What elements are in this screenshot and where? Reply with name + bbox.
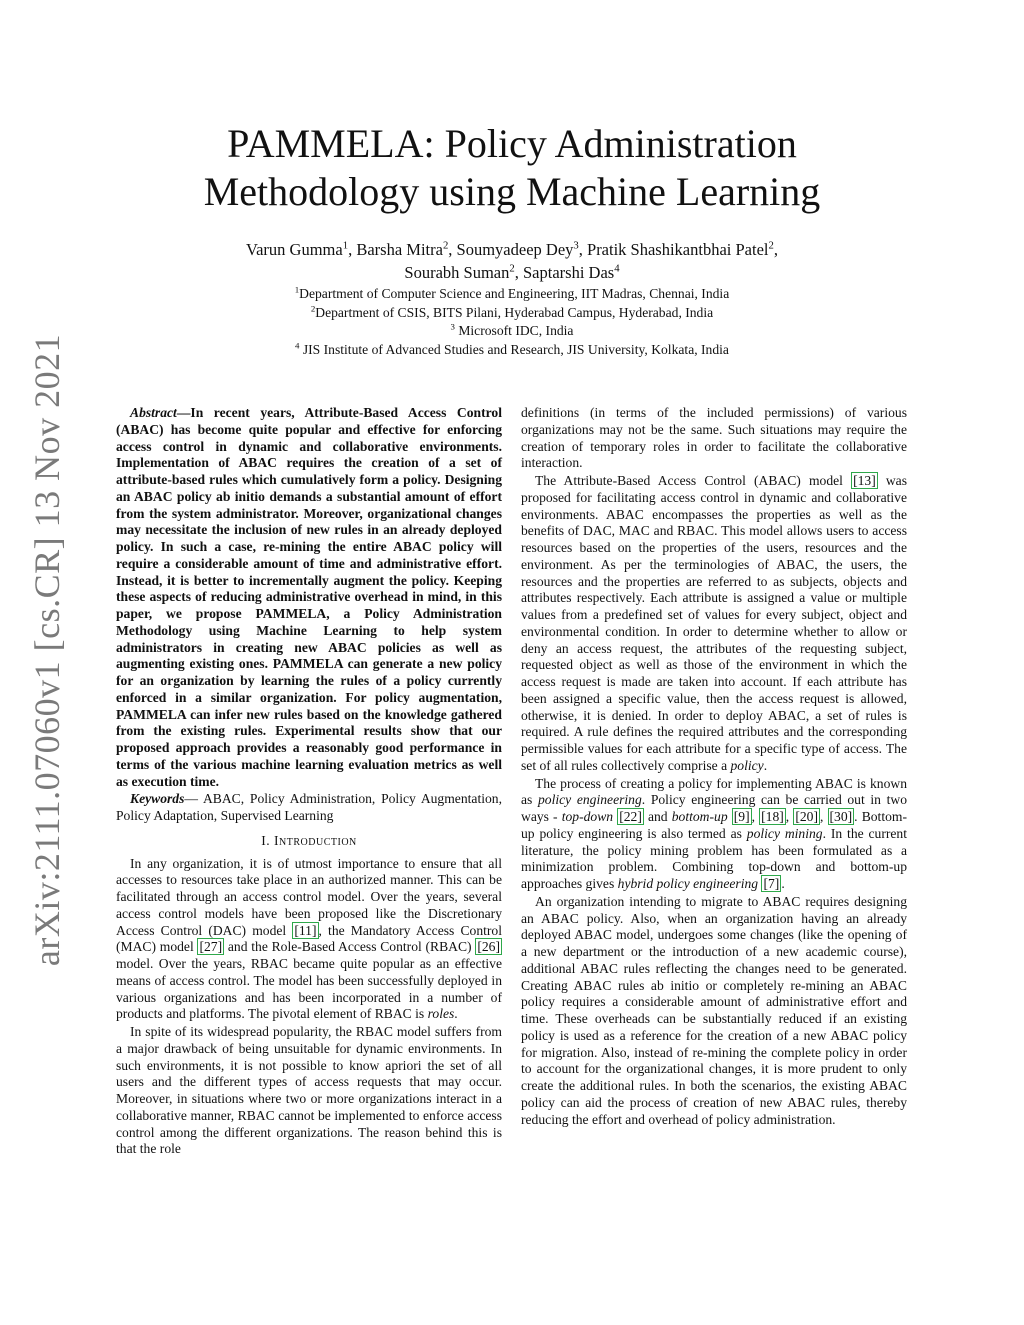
- keywords-text: — ABAC, Policy Administration, Policy Augmentation, Policy Adaptation, Supervised Learning: [116, 791, 502, 823]
- author: Sourabh Suman: [404, 263, 510, 282]
- abstract-label: Abstract: [130, 405, 177, 420]
- affiliation-2: $^2$Department of CSIS, BITS Pilani, Hyderabad Campus, Hyderabad, India: [310, 302, 714, 320]
- keywords: [116, 791, 502, 825]
- intro-paragraph-5: An organization intending to migrate to ABAC requires designing an ABAC policy. Also, when an organization having an already deployed ABAC model, undergoes some changes (like the opening of a new department or the introduction of a new academic course), additional ABAC rules reflecting the changes need to be generated. Creating ABAC rules ab initio or completely re-mining an ABAC policy requires a considerable amount of administrative effort and time. These overheads can be substantially reduced if an existing policy is used as a reference for the creation of a new ABAC policy for migration. Also, instead of re-mining the complete policy in order to account for the organizational changes, it is more prudent to only create the additional rules. In both the scenarios, the existing ABAC policy can aid the process of creation of new ABAC rules, thereby reducing the effort and overhead of policy administration.: [521, 893, 907, 1127]
- author: Varun Gumma: [246, 240, 343, 259]
- arxiv-watermark: [22, 333, 72, 966]
- intro-paragraph-2: In spite of its widespread popularity, the RBAC model suffers from a major drawback of being unsuitable for dynamic environments. In such environments, it is not possible to know apriori the set of all users and the different types of access requests that may occur. Moreover, in situations where two or more organizations interact in a collaborative manner, RBAC cannot be implemented to enforce access control among the different organizations. The reason behind this is that the role: [116, 1024, 502, 1157]
- citation-link[interactable]: [20]: [795, 809, 818, 824]
- citation-link[interactable]: [7]: [763, 876, 780, 891]
- citation-link[interactable]: [30]: [829, 809, 853, 824]
- intro-paragraph-3: The Attribute-Based Access Control (ABAC) model [13] was proposed for facilitating access control in dynamic and collaborative environments. ABAC encompasses the properties as well as the benefits of DAC, MAC and RBAC. This model allows users to access resources based on the properties of the users, resources and the environment. As per the terminologies of ABAC, the users, the resources and the properties are referred to as subjects, objects and attributes respectively. Each attribute is assigned a value or multiple values from a predefined set of values for every subject, object and environmental condition. In order to determine whether to allow or deny an access request, the attributes of the requesting subject, requested object as well as those of the environment in which the access request is made are taken into account. If each attribute has been assigned a specific value, then the access request is allowed, otherwise, it is denied. In order to deploy ABAC, a set of rules is required. A rule defines the required attributes and the corresponding permissible values for each attribute for a specific type of access. The set of all rules collectively comprise a policy.: [521, 473, 908, 773]
- keywords-label: Keywords: [130, 791, 185, 807]
- citation-link[interactable]: [22]: [619, 809, 642, 824]
- intro-paragraph-continued: definitions (in terms of the included permissions) of various organizations may not be the same. Such situations may require the creation of temporary roles in order to facilitate the collaborative interaction.: [521, 405, 907, 471]
- author-affil-mark: 2: [768, 239, 774, 252]
- author-affil-mark: 1: [342, 239, 349, 252]
- author-affil-mark: 3: [573, 239, 579, 252]
- author-list: Varun Gumma$^1$, Barsha Mitra$^2$, Soumyadeep Dey$^3$, Pratik Shashikantbhai Patel$^2$, Sourabh Suman$^2$, Saptarshi Das$^4$: [246, 239, 778, 282]
- author: , Saptarshi Das: [514, 263, 615, 282]
- left-column: [116, 405, 502, 1158]
- author: , Pratik Shashikantbhai Patel: [578, 240, 769, 259]
- author-affil-mark: 4: [614, 262, 620, 275]
- intro-paragraph-1: In any organization, it is of utmost importance to ensure that all accesses to resources take place in an authorized manner. This can be facilitated through an access control model. Over the years, several access control models have been proposed like the Discretionary Access Control (DAC) model [11] , the Mandatory Access Control (MAC) model [27] and the Role-Based Access Control (RBAC) [26] model. Over the years, RBAC became quite popular as an effective means of access control. The model has been successfully deployed in various organizations and has been incorporated in a number of products and platforms. The pivotal element of RBAC is roles.: [116, 855, 502, 1022]
- affiliation-list: [150, 285, 874, 359]
- citation-link[interactable]: [9]: [733, 809, 750, 824]
- author-affil-mark: 2: [442, 239, 449, 252]
- abstract-text: —In recent years, Attribute-Based Access Control (ABAC) has become quite popular and effective for enforcing access control in dynamic and collaborative environments. Implementation of ABAC requires the creation of a set of attribute-based rules which cumulatively form a policy. Designing an ABAC policy ab initio demands a substantial amount of effort from the system administrator. Moreover, organizational changes may necessitate the inclusion of new rules in an already deployed policy. In such a case, re-mining the entire ABAC policy will require a considerable amount of time and administrative effort. Instead, it is better to incrementally augment the policy. Keeping these aspects of reducing administrative overhead in mind, in this paper, we propose PAMMELA, a Policy Administration Methodology using Machine Learning to help system administrators in creating new ABAC policies as well as augmenting existing ones. PAMMELA can generate a new policy for an organization by learning the rules of a policy currently enforced in a similar organization. For policy augmentation, PAMMELA can infer new rules based on the knowledge gathered from the existing rules. Experimental results show that our proposed approach provides a reasonably good performance in terms of the various machine learning evaluation metrics as well as execution time.: [116, 405, 502, 789]
- citation-link[interactable]: [27]: [199, 939, 223, 955]
- intro-paragraph-4: The process of creating a policy for implementing ABAC is known as policy engineering. Policy engineering can be carried out in two ways - top-down [22] and bottom-up [9] , [18] , [20] , [30] . Bottom-up policy engineering is also termed as policy mining. In the current literature, the policy mining problem has been formulated as a minimization problem. Combining top-down and bottom-up approaches gives hybrid policy engineering [7] .: [521, 775, 908, 891]
- affiliation-3: $^3$ Microsoft IDC, India: [450, 321, 574, 338]
- author: , Barsha Mitra: [348, 240, 443, 259]
- paper-title: [150, 120, 874, 216]
- affiliation-1: $^1$Department of Computer Science and Engineering, IIT Madras, Chennai, India: [294, 284, 730, 301]
- author: , Soumyadeep Dey: [448, 240, 574, 259]
- arxiv-id: arXiv:2111.07060v1 [cs.CR] 13 Nov 2021: [27, 333, 68, 966]
- citation-link[interactable]: [13]: [853, 473, 876, 488]
- citation-link[interactable]: [18]: [761, 809, 784, 824]
- title-line-1: PAMMELA: Policy Administration: [227, 121, 797, 166]
- citation-link[interactable]: [26]: [477, 939, 500, 955]
- author-affil-mark: 2: [509, 262, 515, 275]
- citation-link[interactable]: [11]: [294, 922, 317, 938]
- affiliation-4: $^4$ JIS Institute of Advanced Studies and Research, JIS University, Kolkata, India: [295, 339, 729, 357]
- section-heading-introduction: I. Introduction: [261, 832, 357, 848]
- right-column: [521, 405, 907, 1128]
- title-line-2: Methodology using Machine Learning: [203, 169, 821, 214]
- abstract: [116, 405, 502, 790]
